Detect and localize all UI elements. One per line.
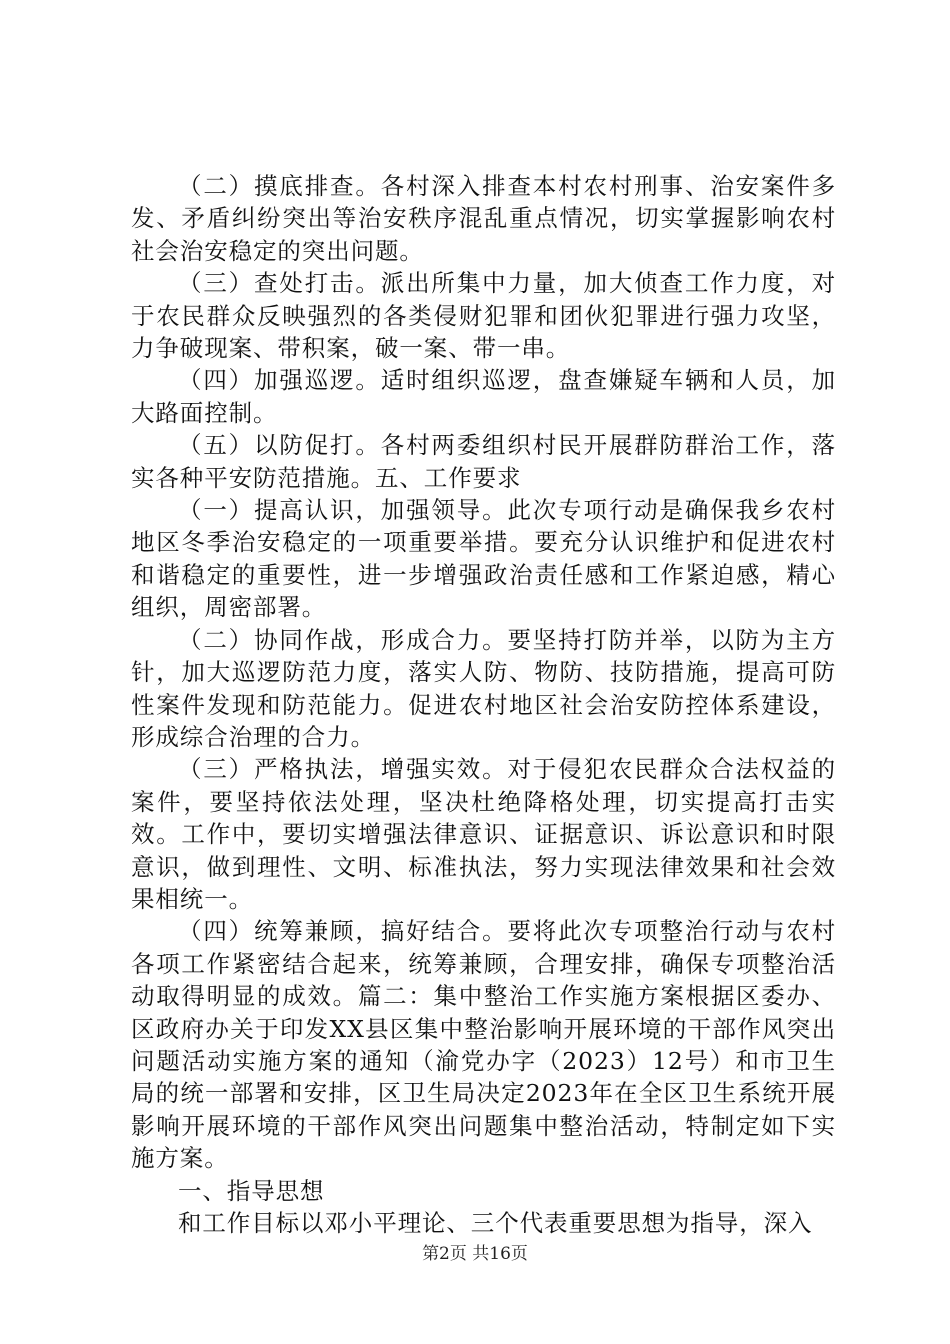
page-number-footer: 第2页 共16页 [422,1244,528,1264]
paragraph-leadership: （一）提高认识，加强领导。此次专项行动是确保我乡农村地区冬季治安稳定的一项重要举措。要充分认识维护和促进农村和谐稳定的重要性，进一步增强政治责任感和工作紧迫感，精心组织，周密部署。 [131,496,836,622]
paragraph-prevention: （五）以防促打。各村两委组织村民开展群防群治工作，落实各种平安防范措施。五、工作要求 [131,431,836,492]
paragraph-law-enforcement: （三）严格执法，增强实效。对于侵犯农民群众合法权益的案件，要坚持依法处理，坚决杜绝降格处理，切实提高打击实效。工作中，要切实增强法律意识、证据意识、诉讼意识和时限意识，做到理性、文明、标准执法，努力实现法律效果和社会效果相统一。 [131,755,836,913]
paragraph-work-goals: 和工作目标以邓小平理论、三个代表重要思想为指导，深入 [178,1209,813,1237]
document-body [131,170,836,1239]
paragraph-coordination: （四）统筹兼顾，搞好结合。要将此次专项整治行动与农村各项工作紧密结合起来，统筹兼顾，合理安排，确保专项整治活动取得明显的成效。篇二：集中整治工作实施方案根据区委办、区政府办关于印发XX县区集中整治影响开展环境的干部作风突出问题活动实施方案的通知（渝党办字（2023）12号）和市卫生局的统一部署和安排，区卫生局决定2023年在全区卫生系统开展影响开展环境的干部作风突出问题集中整治活动，特制定如下实施方案。 [131,917,836,1173]
paragraph-cooperation: （二）协同作战，形成合力。要坚持打防并举，以防为主方针，加大巡逻防范力度，落实人防、物防、技防措施，提高可防性案件发现和防范能力。促进农村地区社会治安防控体系建设，形成综合治理的合力。 [131,625,836,751]
paragraph-patrol: （四）加强巡逻。适时组织巡逻，盘查嫌疑车辆和人员，加大路面控制。 [131,366,836,427]
paragraph-crackdown: （三）查处打击。派出所集中力量，加大侦查工作力度，对于农民群众反映强烈的各类侵财犯罪和团伙犯罪进行强力攻坚，力争破现案、带积案，破一案、带一串。 [131,269,836,363]
paragraph-survey: （二）摸底排查。各村深入排查本村农村刑事、治安案件多发、矛盾纠纷突出等治安秩序混乱重点情况，切实掌握影响农村社会治安稳定的突出问题。 [131,172,836,265]
section-heading-guiding-ideology: 一、指导思想 [178,1176,325,1205]
